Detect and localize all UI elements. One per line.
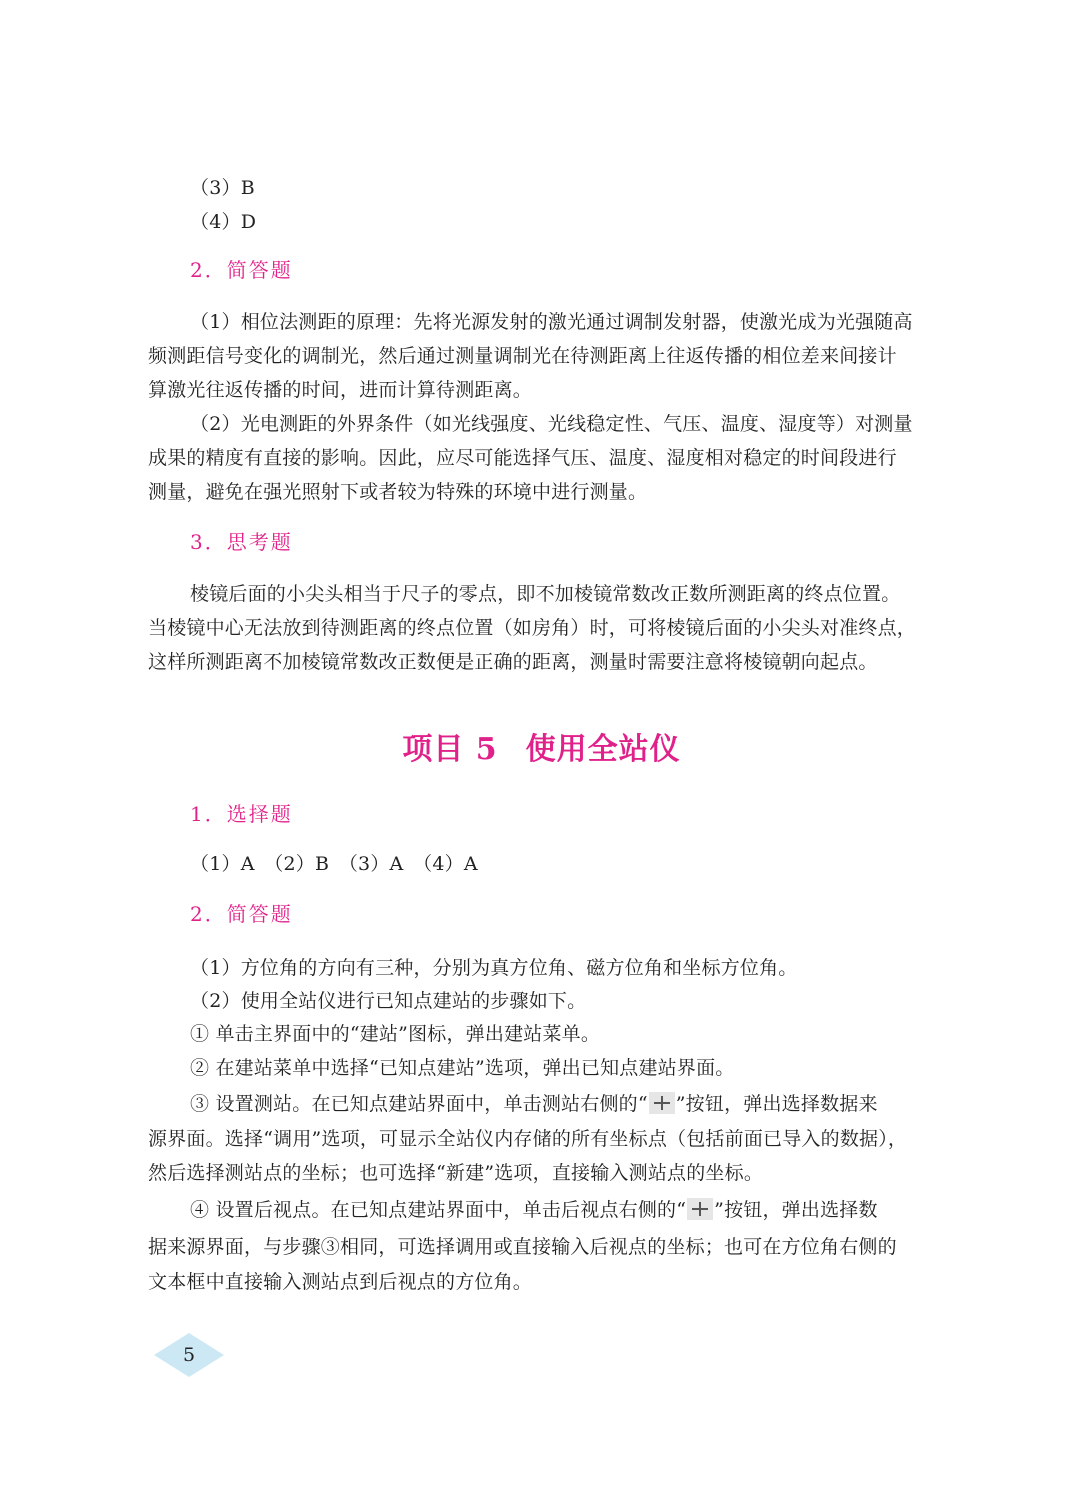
section-heading-choice: 1．选择题 (190, 802, 293, 826)
paragraph-line: 测量，避免在强光照射下或者较为特殊的环境中进行测量。 (148, 481, 648, 503)
section-heading-short-answer: 2．简答题 (190, 258, 293, 282)
plus-icon (687, 1198, 713, 1220)
paragraph-line: 文本框中直接输入测站点到后视点的方位角。 (148, 1271, 533, 1293)
paragraph-line: 算激光往返传播的时间，进而计算待测距离。 (148, 379, 533, 401)
answer-q1: （1）方位角的方向有三种，分别为真方位角、磁方位角和坐标方位角。 (190, 957, 798, 979)
step-3-text-a: ③ 设置测站。在已知点建站界面中，单击测站右侧的“ (190, 1093, 648, 1115)
page-number-badge (152, 1331, 226, 1379)
page-number: 5 (182, 1344, 196, 1366)
answer-line-4: （4）D (190, 211, 257, 233)
step-2: ② 在建站菜单中选择“已知点建站”选项，弹出已知点建站界面。 (190, 1057, 735, 1079)
step-3 (190, 1092, 878, 1116)
step-4-text-b: ”按钮，弹出选择数 (714, 1199, 878, 1221)
paragraph-line: （2）光电测距的外界条件（如光线强度、光线稳定性、气压、温度、湿度等）对测量 (190, 413, 913, 435)
project-number: 项目 5 (402, 732, 498, 767)
paragraph-line: 源界面。选择“调用”选项，可显示全站仪内存储的所有坐标点（包括前面已导入的数据）， (148, 1128, 908, 1150)
answer-line-3: （3）B (190, 177, 255, 199)
step-4-text-a: ④ 设置后视点。在已知点建站界面中，单击后视点右侧的“ (190, 1199, 687, 1221)
step-1: ① 单击主界面中的“建站”图标，弹出建站菜单。 (190, 1023, 601, 1045)
plus-icon (649, 1092, 675, 1114)
section-heading-thinking: 3．思考题 (190, 530, 293, 554)
page-title (0, 730, 1083, 770)
paragraph-line: 这样所测距离不加棱镜常数改正数便是正确的距离，测量时需要注意将棱镜朝向起点。 (148, 651, 878, 673)
paragraph-line: 然后选择测站点的坐标；也可选择“新建”选项，直接输入测站点的坐标。 (148, 1162, 764, 1184)
step-4 (190, 1198, 878, 1222)
step-3-text-b: ”按钮，弹出选择数据来 (675, 1093, 878, 1115)
paragraph-line: 当棱镜中心无法放到待测距离的终点位置（如房角）时，可将棱镜后面的小尖头对准终点， (148, 617, 917, 639)
paragraph-line: 棱镜后面的小尖头相当于尺子的零点，即不加棱镜常数改正数所测距离的终点位置。 (190, 583, 901, 605)
paragraph-line: 频测距信号变化的调制光，然后通过测量调制光在待测距离上往返传播的相位差来间接计 (148, 345, 897, 367)
paragraph-line: 成果的精度有直接的影响。因此，应尽可能选择气压、温度、湿度相对稳定的时间段进行 (148, 447, 897, 469)
project-name: 使用全站仪 (525, 732, 681, 767)
section-heading-short-answer-2: 2．简答题 (190, 902, 293, 926)
paragraph-line: 据来源界面，与步骤③相同，可选择调用或直接输入后视点的坐标；也可在方位角右侧的 (148, 1236, 897, 1258)
answer-q2: （2）使用全站仪进行已知点建站的步骤如下。 (190, 990, 587, 1012)
choice-answers: （1）A （2）B （3）A （4）A (190, 853, 478, 875)
paragraph-line: （1）相位法测距的原理：先将光源发射的激光通过调制发射器，使激光成为光强随高 (190, 311, 913, 333)
